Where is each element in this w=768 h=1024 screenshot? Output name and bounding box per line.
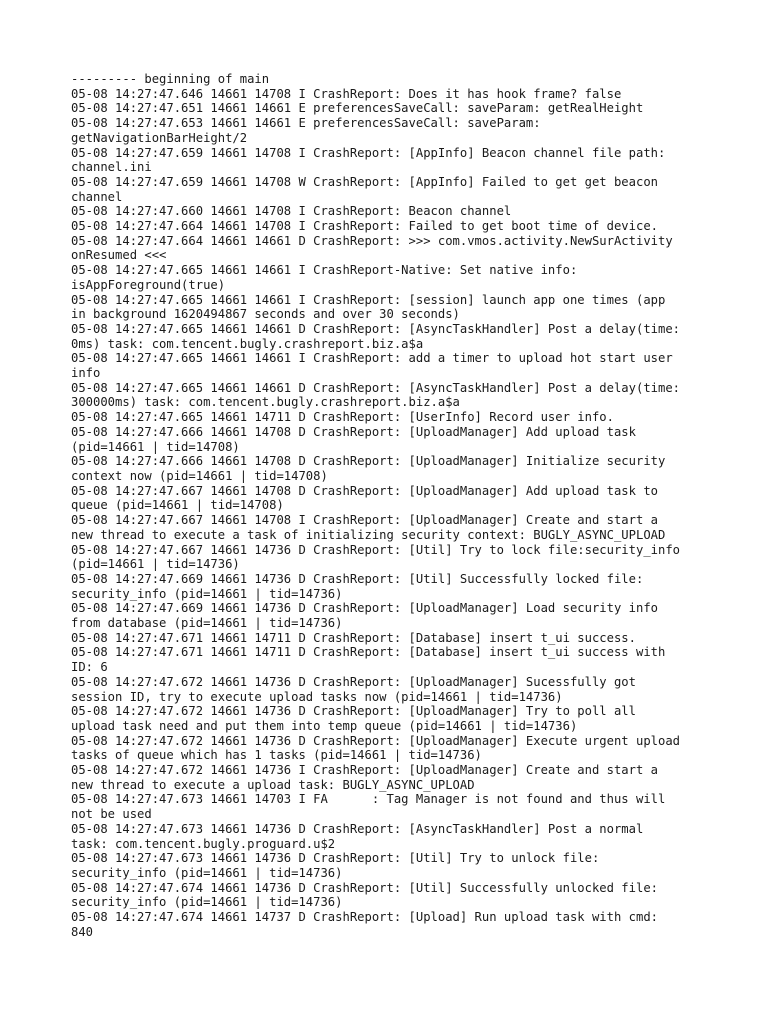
- log-line: 05-08 14:27:47.672 14661 14736 D CrashReport: [UploadManager] Try to poll all upload task need and put them into temp queue (pid=14661 | tid=14736): [71, 704, 636, 733]
- log-line: 05-08 14:27:47.660 14661 14708 I CrashReport: Beacon channel: [71, 204, 512, 219]
- log-line: 05-08 14:27:47.666 14661 14708 D CrashReport: [UploadManager] Add upload task (pid=14661 | tid=14708): [71, 424, 636, 454]
- log-line: 05-08 14:27:47.669 14661 14736 D CrashReport: [Util] Successfully locked file: security_info (pid=14661 | tid=14736): [71, 571, 644, 601]
- log-line-header: --------- beginning of main: [71, 72, 270, 86]
- log-line: 05-08 14:27:47.651 14661 14661 E preferencesSaveCall: saveParam: getRealHeight: [71, 101, 644, 116]
- log-line: 05-08 14:27:47.667 14661 14736 D CrashReport: [Util] Try to lock file:security_info (pid=14661 | tid=14736): [71, 542, 681, 572]
- log-line: 05-08 14:27:47.669 14661 14736 D CrashReport: [UploadManager] Load security info from database (pid=14661 | tid=14736): [71, 601, 658, 631]
- logcat-document: [71, 72, 711, 939]
- log-line: 05-08 14:27:47.646 14661 14708 I CrashReport: Does it has hook frame? false: [71, 86, 622, 101]
- log-line: 05-08 14:27:47.674 14661 14737 D CrashReport: [Upload] Run upload task with cmd: 840: [71, 910, 658, 939]
- log-line: 05-08 14:27:47.672 14661 14736 D CrashReport: [UploadManager] Execute urgent upload tasks of queue which has 1 tasks (pid=14661 | tid=14736): [71, 733, 681, 763]
- log-line: 05-08 14:27:47.665 14661 14661 D CrashReport: [AsyncTaskHandler] Post a delay(time: 0ms) task: com.tencent.bugly.crashreport.biz.a$a: [71, 321, 681, 351]
- log-line: 05-08 14:27:47.674 14661 14736 D CrashReport: [Util] Successfully unlocked file: security_info (pid=14661 | tid=14736): [71, 880, 658, 910]
- log-line: 05-08 14:27:47.659 14661 14708 W CrashReport: [AppInfo] Failed to get get beacon channel: [71, 174, 658, 204]
- log-line: 05-08 14:27:47.673 14661 14703 I FA : Tag Manager is not found and thus will not be used: [71, 792, 666, 822]
- log-line: 05-08 14:27:47.653 14661 14661 E preferencesSaveCall: saveParam: getNavigationBarHeight/2: [71, 116, 541, 145]
- log-line: 05-08 14:27:47.673 14661 14736 D CrashReport: [AsyncTaskHandler] Post a normal task: com.tencent.bugly.proguard.u$2: [71, 821, 644, 851]
- log-line: 05-08 14:27:47.666 14661 14708 D CrashReport: [UploadManager] Initialize security context now (pid=14661 | tid=14708): [71, 454, 666, 483]
- log-line: 05-08 14:27:47.671 14661 14711 D CrashReport: [Database] insert t_ui success.: [71, 630, 636, 645]
- log-line: 05-08 14:27:47.667 14661 14708 I CrashReport: [UploadManager] Create and start a new thread to execute a task of initializing security context: BUGLY_ASYNC_UPLOAD: [71, 513, 666, 542]
- log-line: 05-08 14:27:47.665 14661 14661 D CrashReport: [AsyncTaskHandler] Post a delay(time: 300000ms) task: com.tencent.bugly.crashreport.biz.a$a: [71, 380, 681, 410]
- log-line: 05-08 14:27:47.659 14661 14708 I CrashReport: [AppInfo] Beacon channel file path: channel.ini: [71, 145, 666, 175]
- log-line: 05-08 14:27:47.667 14661 14708 D CrashReport: [UploadManager] Add upload task to queue (pid=14661 | tid=14708): [71, 483, 658, 513]
- log-line: 05-08 14:27:47.673 14661 14736 D CrashReport: [Util] Try to unlock file: security_info (pid=14661 | tid=14736): [71, 851, 600, 880]
- log-line: 05-08 14:27:47.672 14661 14736 I CrashReport: [UploadManager] Create and start a new thread to execute a upload task: BUGLY_ASYNC_UPLOAD: [71, 763, 658, 792]
- log-line: 05-08 14:27:47.665 14661 14661 I CrashReport: [session] launch app one times (app in background 1620494867 seconds and over 30 seconds): [71, 292, 666, 322]
- log-line: 05-08 14:27:47.664 14661 14661 D CrashReport: >>> com.vmos.activity.NewSurActivity onResumed <<<: [71, 233, 673, 263]
- log-line: 05-08 14:27:47.671 14661 14711 D CrashReport: [Database] insert t_ui success with ID: 6: [71, 645, 666, 675]
- log-line: 05-08 14:27:47.665 14661 14661 I CrashReport-Native: Set native info: isAppForeground(true): [71, 263, 578, 292]
- log-line: 05-08 14:27:47.665 14661 14661 I CrashReport: add a timer to upload hot start user info: [71, 351, 673, 381]
- log-line: 05-08 14:27:47.665 14661 14711 D CrashReport: [UserInfo] Record user info.: [71, 410, 614, 425]
- log-line: 05-08 14:27:47.664 14661 14708 I CrashReport: Failed to get boot time of device.: [71, 219, 658, 234]
- log-line: 05-08 14:27:47.672 14661 14736 D CrashReport: [UploadManager] Sucessfully got session ID, try to execute upload tasks now (pid=14661 | tid=14736): [71, 674, 636, 704]
